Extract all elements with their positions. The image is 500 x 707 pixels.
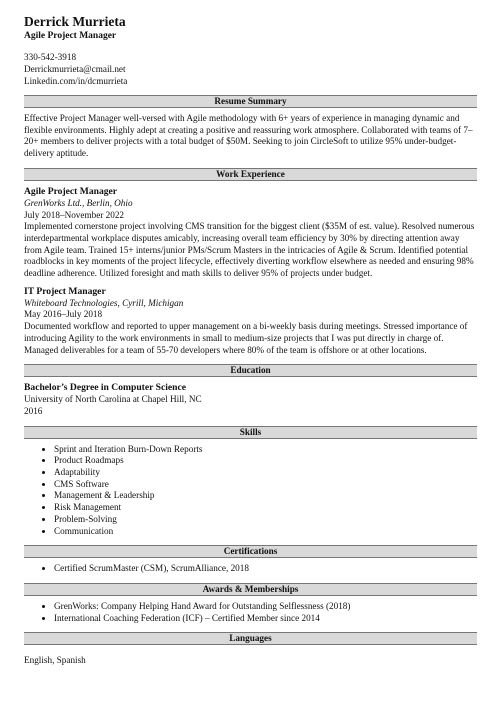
job-entry bbox=[24, 186, 477, 280]
list-item: • CMS Software bbox=[54, 479, 477, 491]
skills-list bbox=[24, 444, 477, 538]
list-item: • International Coaching Federation (ICF) – Certified Member since 2014 bbox=[54, 613, 477, 625]
linkedin-url: Linkedin.com/in/dcmurrieta bbox=[24, 76, 128, 86]
section-heading-skills: Skills bbox=[24, 426, 477, 439]
job-company: Whiteboard Technologies, Cyrill, Michigan bbox=[24, 297, 184, 308]
graduation-year: 2016 bbox=[24, 405, 43, 416]
email-address: Derrickmurrieta@cmail.net bbox=[24, 64, 126, 74]
languages-text: English, Spanish bbox=[24, 655, 86, 666]
section-heading-awards: Awards & Memberships bbox=[24, 583, 477, 596]
certifications-list bbox=[24, 563, 477, 575]
job-title: IT Project Manager bbox=[24, 285, 106, 297]
job-description: Documented workflow and reported to upper management on a bi-weekly basis during meetings. Stressed importance of introducing Agility to the work environments in small to medium-size projects that I was put directly in charge of. Managed deliverables for a team of 55-70 developers where 80% of the team is offshore or at other locations. bbox=[24, 321, 468, 355]
list-item: • Communication bbox=[54, 526, 477, 538]
list-item: • Adaptability bbox=[54, 467, 477, 479]
section-heading-certifications: Certifications bbox=[24, 545, 477, 558]
job-description: Implemented cornerstone project involving CMS transition for the biggest client ($35M of est. value). Resolved numerous interdepartmental workplace disputes amicably, increasing overall team efficiency by 30% by directing attention away from Agile team. Trained 15+ interns/junior PMs/Scrum Masters in the intricacies of Agile & Scrum. Identified potential roadblocks in key moments of the project lifecycle, effectively diverting workflow elsewhere as needed and ensuring 98% deadline adherence. Utilized foresight and math skills to deliver 95% of projects under budget. bbox=[24, 221, 475, 279]
list-item: • Management & Leadership bbox=[54, 490, 477, 502]
phone-number: 330-542-3918 bbox=[24, 52, 77, 62]
candidate-title: Agile Project Manager bbox=[24, 31, 117, 41]
section-heading-summary: Resume Summary bbox=[24, 95, 477, 108]
job-dates: July 2018–November 2022 bbox=[24, 209, 125, 220]
section-heading-experience: Work Experience bbox=[24, 168, 477, 181]
list-item: • Certified ScrumMaster (CSM), ScrumAlliance, 2018 bbox=[54, 563, 477, 575]
degree-name: Bachelor’s Degree in Computer Science bbox=[24, 382, 186, 394]
job-title: Agile Project Manager bbox=[24, 185, 118, 197]
section-heading-education: Education bbox=[24, 364, 477, 377]
job-entry bbox=[24, 286, 477, 357]
job-company: GrenWorks Ltd., Berlin, Ohio bbox=[24, 197, 133, 208]
awards-list bbox=[24, 601, 477, 624]
school-name: University of North Carolina at Chapel Hill, NC bbox=[24, 394, 202, 405]
job-dates: May 2016–July 2018 bbox=[24, 309, 103, 320]
list-item: • Product Roadmaps bbox=[54, 455, 477, 467]
list-item: • Sprint and Iteration Burn-Down Reports bbox=[54, 444, 477, 456]
list-item: • GrenWorks: Company Helping Hand Award for Outstanding Selflessness (2018) bbox=[54, 601, 477, 613]
summary-text: Effective Project Manager well-versed with Agile methodology with 6+ years of experience in managing dynamic and flexible environments. Highly adept at creating a positive and reassuring work atmosphere. Collaborated with teams of 7–20+ members to deliver projects with a total budget of $50M. Seeking to join CircleSoft to utilize 95% under-budget-delivery aptitude. bbox=[24, 113, 473, 159]
section-heading-languages: Languages bbox=[24, 632, 477, 645]
list-item: • Problem-Solving bbox=[54, 514, 477, 526]
list-item: • Risk Management bbox=[54, 502, 477, 514]
candidate-name: Derrick Murrieta bbox=[24, 14, 126, 29]
